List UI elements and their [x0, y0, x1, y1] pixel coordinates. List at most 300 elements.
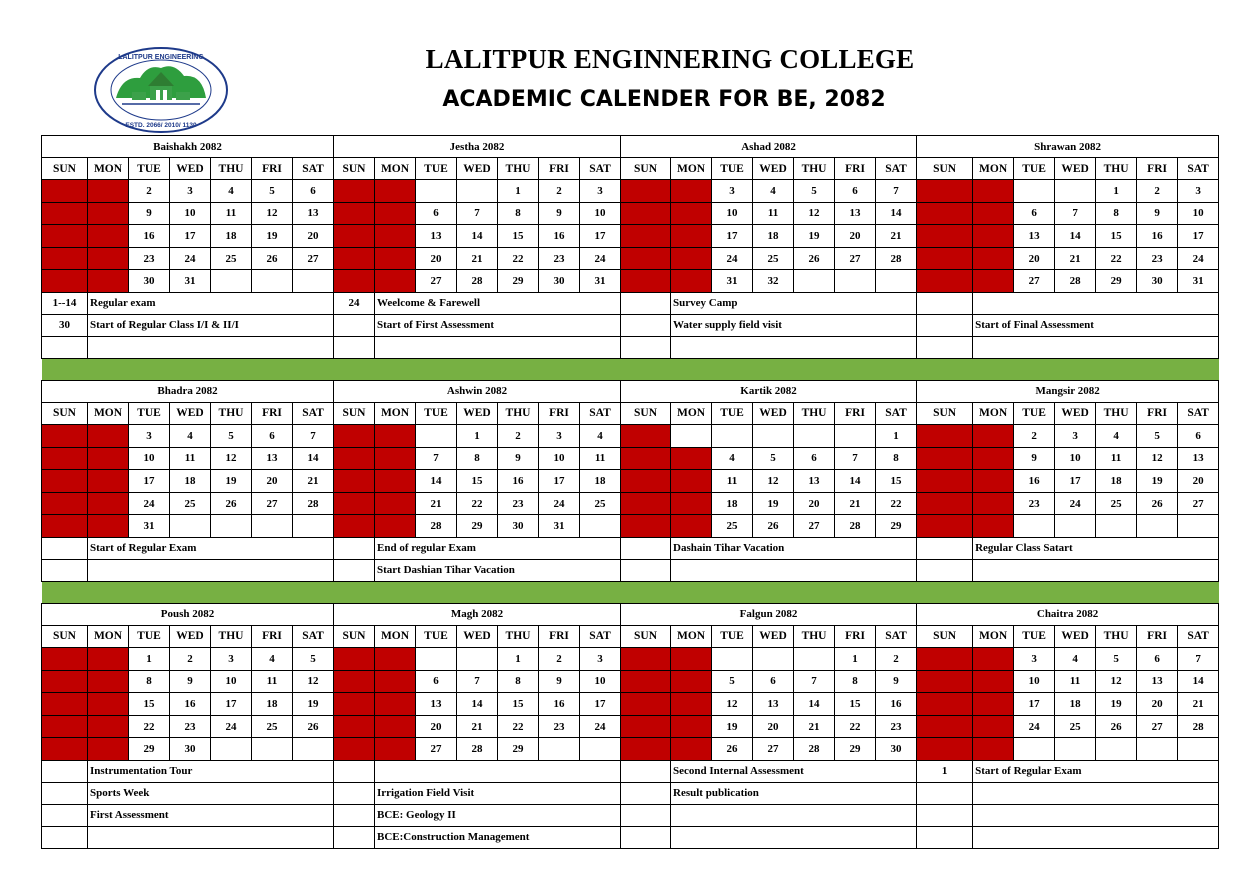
date-cell: 31 — [712, 270, 753, 293]
event-date — [917, 559, 973, 581]
holiday-date-cell: 30 — [973, 738, 1014, 761]
month-name: Falgun 2082 — [621, 603, 917, 625]
holiday-date-cell: 24 — [671, 515, 712, 538]
holiday-date-cell: 29 — [88, 270, 129, 293]
event-date — [42, 804, 88, 826]
date-cell: 17 — [1055, 470, 1096, 493]
event-description: Result publication — [671, 782, 917, 804]
svg-text:ESTD. 2066/ 2010/ 1130: ESTD. 2066/ 2010/ 1130 — [125, 122, 197, 129]
date-cell: 4 — [211, 180, 252, 203]
weekday-header: THU — [794, 402, 835, 424]
weekday-header: SAT — [1178, 625, 1219, 647]
date-cell: 5 — [1137, 424, 1178, 447]
weekday-header: SUN — [917, 625, 973, 647]
date-cell: 18 — [1096, 470, 1137, 493]
weekday-header: SAT — [580, 625, 621, 647]
weekday-header: WED — [753, 402, 794, 424]
holiday-date-cell: 22 — [917, 715, 973, 738]
weekday-header: SUN — [621, 402, 671, 424]
date-cell: 9 — [876, 670, 917, 693]
weekday-header: SAT — [1178, 158, 1219, 180]
holiday-date-cell: 30 — [621, 424, 671, 447]
event-description: Sports Week — [88, 782, 334, 804]
weekday-header: SUN — [917, 402, 973, 424]
holiday-date-cell — [917, 180, 973, 203]
date-cell: 29 — [498, 270, 539, 293]
date-cell: 20 — [416, 715, 457, 738]
holiday-date-cell: 8 — [88, 202, 129, 225]
date-cell: 24 — [1014, 715, 1055, 738]
weekday-header: SAT — [293, 158, 334, 180]
date-cell: 21 — [835, 492, 876, 515]
event-date — [42, 826, 88, 848]
date-cell: 26 — [1096, 715, 1137, 738]
date-cell: 3 — [1055, 424, 1096, 447]
holiday-date-cell — [334, 424, 375, 447]
date-cell — [1178, 515, 1219, 538]
holiday-date-cell: 26 — [334, 515, 375, 538]
date-cell: 2 — [539, 647, 580, 670]
date-cell: 9 — [129, 202, 170, 225]
date-cell: 3 — [580, 180, 621, 203]
date-cell: 6 — [416, 670, 457, 693]
event-date — [917, 314, 973, 336]
event-date: 24 — [334, 292, 375, 314]
date-cell: 26 — [252, 247, 293, 270]
date-cell: 11 — [712, 470, 753, 493]
event-date: 30 — [42, 314, 88, 336]
date-cell: 27 — [416, 270, 457, 293]
event-description — [671, 804, 917, 826]
event-date — [917, 292, 973, 314]
holiday-date-cell: 22 — [42, 492, 88, 515]
date-cell: 24 — [580, 247, 621, 270]
date-cell: 1 — [498, 647, 539, 670]
holiday-date-cell: 15 — [917, 693, 973, 716]
holiday-date-cell: 12 — [973, 225, 1014, 248]
date-cell: 3 — [1014, 647, 1055, 670]
holiday-date-cell: 14 — [42, 225, 88, 248]
holiday-date-cell: 20 — [375, 492, 416, 515]
date-cell: 19 — [293, 693, 334, 716]
weekday-header: TUE — [416, 625, 457, 647]
date-cell: 24 — [1055, 492, 1096, 515]
date-cell: 20 — [1014, 247, 1055, 270]
date-cell: 20 — [1137, 693, 1178, 716]
holiday-date-cell: 25 — [334, 270, 375, 293]
date-cell: 26 — [293, 715, 334, 738]
event-description — [671, 559, 917, 581]
event-description: Weelcome & Farewell — [375, 292, 621, 314]
date-cell: 4 — [1055, 647, 1096, 670]
date-cell: 2 — [170, 647, 211, 670]
event-date — [334, 782, 375, 804]
holiday-date-cell: 16 — [671, 225, 712, 248]
date-cell: 11 — [211, 202, 252, 225]
date-cell: 7 — [835, 447, 876, 470]
event-description — [671, 826, 917, 848]
date-cell: 8 — [1096, 202, 1137, 225]
date-cell: 15 — [835, 693, 876, 716]
date-cell: 32 — [753, 270, 794, 293]
event-description: First Assessment — [88, 804, 334, 826]
date-cell: 26 — [211, 492, 252, 515]
holiday-date-cell: 19 — [375, 715, 416, 738]
holiday-date-cell: 15 — [973, 470, 1014, 493]
weekday-header: MON — [671, 625, 712, 647]
date-cell: 2 — [1137, 180, 1178, 203]
event-date — [621, 782, 671, 804]
date-cell: 10 — [170, 202, 211, 225]
weekday-header: MON — [375, 158, 416, 180]
date-cell: 28 — [293, 492, 334, 515]
date-cell: 22 — [498, 247, 539, 270]
date-cell: 18 — [252, 693, 293, 716]
date-cell: 3 — [129, 424, 170, 447]
date-cell: 29 — [835, 738, 876, 761]
date-cell — [416, 180, 457, 203]
event-date — [621, 826, 671, 848]
date-cell: 30 — [876, 738, 917, 761]
date-cell: 5 — [293, 647, 334, 670]
date-cell: 4 — [170, 424, 211, 447]
date-cell: 30 — [539, 270, 580, 293]
event-description: BCE:Construction Management — [375, 826, 621, 848]
date-cell: 21 — [457, 715, 498, 738]
event-date — [42, 336, 88, 358]
holiday-date-cell — [42, 647, 88, 670]
weekday-header: FRI — [539, 625, 580, 647]
holiday-date-cell — [375, 424, 416, 447]
date-cell: 1 — [835, 647, 876, 670]
holiday-date-cell: 29 — [42, 515, 88, 538]
weekday-header: SAT — [580, 158, 621, 180]
date-cell: 9 — [539, 202, 580, 225]
holiday-date-cell: 19 — [334, 492, 375, 515]
date-cell: 21 — [416, 492, 457, 515]
date-cell — [1014, 738, 1055, 761]
date-cell: 24 — [170, 247, 211, 270]
date-cell: 6 — [1137, 647, 1178, 670]
date-cell: 13 — [416, 225, 457, 248]
date-cell: 6 — [1178, 424, 1219, 447]
event-description: Start of Regular Exam — [88, 537, 334, 559]
holiday-date-cell: 11 — [334, 225, 375, 248]
weekday-header: THU — [794, 625, 835, 647]
date-cell: 25 — [753, 247, 794, 270]
date-cell: 9 — [1014, 447, 1055, 470]
holiday-date-cell: 8 — [621, 202, 671, 225]
holiday-date-cell: 11 — [334, 693, 375, 716]
holiday-date-cell: 26 — [973, 270, 1014, 293]
date-cell: 9 — [170, 670, 211, 693]
date-cell: 13 — [835, 202, 876, 225]
holiday-date-cell: 24 — [621, 738, 671, 761]
holiday-date-cell: 9 — [621, 470, 671, 493]
month-name: Chaitra 2082 — [917, 603, 1219, 625]
date-cell: 27 — [293, 247, 334, 270]
date-cell: 11 — [1055, 670, 1096, 693]
event-date: 1--14 — [42, 292, 88, 314]
date-cell: 24 — [211, 715, 252, 738]
date-cell — [539, 738, 580, 761]
date-cell: 13 — [1178, 447, 1219, 470]
date-cell: 21 — [293, 470, 334, 493]
weekday-header: THU — [1096, 402, 1137, 424]
date-cell: 7 — [876, 180, 917, 203]
event-date — [334, 336, 375, 358]
date-cell: 23 — [539, 715, 580, 738]
holiday-date-cell: 15 — [42, 470, 88, 493]
date-cell: 10 — [580, 202, 621, 225]
date-cell: 14 — [835, 470, 876, 493]
event-description — [973, 292, 1219, 314]
date-cell: 20 — [416, 247, 457, 270]
weekday-header: FRI — [835, 625, 876, 647]
holiday-date-cell — [621, 647, 671, 670]
date-cell: 26 — [794, 247, 835, 270]
date-cell: 7 — [457, 670, 498, 693]
event-description: Start of Regular Class I/I & II/I — [88, 314, 334, 336]
weekday-header: WED — [170, 402, 211, 424]
event-date — [621, 537, 671, 559]
holiday-date-cell: 11 — [671, 693, 712, 716]
date-cell: 26 — [1137, 492, 1178, 515]
date-cell: 29 — [1096, 270, 1137, 293]
date-cell: 5 — [794, 180, 835, 203]
holiday-date-cell: 3 — [671, 447, 712, 470]
date-cell: 18 — [753, 225, 794, 248]
date-cell: 15 — [457, 470, 498, 493]
date-cell: 21 — [876, 225, 917, 248]
date-cell — [293, 738, 334, 761]
date-cell: 30 — [170, 738, 211, 761]
event-description: Irrigation Field Visit — [375, 782, 621, 804]
month-name: Magh 2082 — [334, 603, 621, 625]
weekday-header: MON — [671, 158, 712, 180]
date-cell: 16 — [170, 693, 211, 716]
weekday-header: THU — [211, 402, 252, 424]
holiday-date-cell: 11 — [917, 225, 973, 248]
date-cell: 20 — [252, 470, 293, 493]
date-cell — [457, 647, 498, 670]
month-name: Poush 2082 — [42, 603, 334, 625]
date-cell: 21 — [794, 715, 835, 738]
date-cell: 29 — [457, 515, 498, 538]
date-cell: 27 — [1178, 492, 1219, 515]
date-cell: 27 — [1014, 270, 1055, 293]
date-cell: 3 — [712, 180, 753, 203]
date-cell: 13 — [293, 202, 334, 225]
holiday-date-cell: 16 — [88, 470, 129, 493]
section-separator — [42, 581, 1219, 603]
date-cell: 16 — [1137, 225, 1178, 248]
weekday-header: WED — [170, 625, 211, 647]
holiday-date-cell — [671, 647, 712, 670]
date-cell — [1055, 515, 1096, 538]
holiday-date-cell: 12 — [375, 225, 416, 248]
date-cell: 20 — [794, 492, 835, 515]
event-description: Dashain Tihar Vacation — [671, 537, 917, 559]
date-cell: 23 — [876, 715, 917, 738]
event-description — [973, 782, 1219, 804]
date-cell: 16 — [876, 693, 917, 716]
weekday-header: THU — [1096, 158, 1137, 180]
date-cell: 19 — [1096, 693, 1137, 716]
date-cell: 1 — [1096, 180, 1137, 203]
event-description — [88, 826, 334, 848]
date-cell: 25 — [252, 715, 293, 738]
date-cell: 17 — [712, 225, 753, 248]
date-cell — [1096, 738, 1137, 761]
holiday-date-cell: 18 — [917, 247, 973, 270]
month-name: Shrawan 2082 — [917, 136, 1219, 158]
date-cell: 21 — [457, 247, 498, 270]
weekday-header: SUN — [42, 402, 88, 424]
date-cell: 7 — [794, 670, 835, 693]
holiday-date-cell: 3 — [621, 670, 671, 693]
weekday-header: WED — [1055, 402, 1096, 424]
date-cell: 23 — [539, 247, 580, 270]
holiday-date-cell: 13 — [375, 470, 416, 493]
event-description: Survey Camp — [671, 292, 917, 314]
weekday-header: FRI — [539, 158, 580, 180]
date-cell: 16 — [498, 470, 539, 493]
date-cell: 14 — [457, 225, 498, 248]
weekday-header: WED — [457, 402, 498, 424]
academic-calendar-table — [41, 135, 1219, 849]
weekday-header: SUN — [334, 402, 375, 424]
month-name: Ashwin 2082 — [334, 380, 621, 402]
date-cell — [1178, 738, 1219, 761]
weekday-header: SAT — [293, 625, 334, 647]
date-cell — [671, 424, 712, 447]
holiday-date-cell: 21 — [42, 247, 88, 270]
weekday-header: WED — [457, 158, 498, 180]
date-cell: 2 — [876, 647, 917, 670]
event-description: Regular exam — [88, 292, 334, 314]
holiday-date-cell: 9 — [973, 670, 1014, 693]
holiday-date-cell: 4 — [334, 202, 375, 225]
date-cell: 16 — [1014, 470, 1055, 493]
holiday-date-cell: 21 — [88, 715, 129, 738]
weekday-header: SAT — [1178, 402, 1219, 424]
event-date — [917, 336, 973, 358]
event-description: Start Dashian Tihar Vacation — [375, 559, 621, 581]
date-cell: 15 — [498, 225, 539, 248]
holiday-date-cell: 5 — [375, 670, 416, 693]
date-cell: 28 — [835, 515, 876, 538]
holiday-date-cell: 27 — [42, 738, 88, 761]
date-cell — [211, 270, 252, 293]
event-description: BCE: Geology II — [375, 804, 621, 826]
holiday-date-cell: 6 — [375, 447, 416, 470]
holiday-date-cell: 15 — [621, 225, 671, 248]
weekday-header: MON — [973, 158, 1014, 180]
event-description: Start of Regular Exam — [973, 760, 1219, 782]
holiday-date-cell: 1 — [88, 180, 129, 203]
date-cell: 19 — [211, 470, 252, 493]
date-cell: 6 — [1014, 202, 1055, 225]
date-cell: 19 — [794, 225, 835, 248]
weekday-header: MON — [973, 402, 1014, 424]
weekday-header: TUE — [416, 158, 457, 180]
holiday-date-cell: 9 — [671, 202, 712, 225]
date-cell: 8 — [835, 670, 876, 693]
date-cell: 23 — [1137, 247, 1178, 270]
date-cell: 12 — [753, 470, 794, 493]
date-cell: 11 — [580, 447, 621, 470]
weekday-header: TUE — [1014, 402, 1055, 424]
date-cell: 17 — [1014, 693, 1055, 716]
date-cell: 3 — [211, 647, 252, 670]
date-cell: 6 — [252, 424, 293, 447]
date-cell: 10 — [1178, 202, 1219, 225]
weekday-header: MON — [973, 625, 1014, 647]
date-cell: 28 — [457, 270, 498, 293]
date-cell — [835, 424, 876, 447]
event-date — [621, 804, 671, 826]
weekday-header: TUE — [416, 402, 457, 424]
date-cell: 23 — [498, 492, 539, 515]
date-cell: 16 — [539, 225, 580, 248]
date-cell: 6 — [835, 180, 876, 203]
date-cell: 5 — [252, 180, 293, 203]
event-date — [334, 537, 375, 559]
date-cell: 30 — [1137, 270, 1178, 293]
date-cell: 25 — [170, 492, 211, 515]
date-cell — [794, 424, 835, 447]
date-cell — [252, 738, 293, 761]
date-cell: 20 — [1178, 470, 1219, 493]
holiday-date-cell: 25 — [334, 738, 375, 761]
holiday-date-cell: 7 — [88, 670, 129, 693]
event-date — [42, 782, 88, 804]
holiday-date-cell: 20 — [42, 715, 88, 738]
holiday-date-cell: 17 — [671, 492, 712, 515]
event-date — [334, 314, 375, 336]
holiday-date-cell: 18 — [671, 715, 712, 738]
event-date — [621, 336, 671, 358]
weekday-header: FRI — [252, 158, 293, 180]
date-cell: 3 — [1178, 180, 1219, 203]
event-date — [334, 760, 375, 782]
event-date — [917, 782, 973, 804]
event-description: Regular Class Satart — [973, 537, 1219, 559]
date-cell: 31 — [580, 270, 621, 293]
holiday-date-cell: 5 — [334, 447, 375, 470]
date-cell: 12 — [211, 447, 252, 470]
event-description: Second Internal Assessment — [671, 760, 917, 782]
weekday-header: TUE — [129, 625, 170, 647]
holiday-date-cell: 28 — [88, 738, 129, 761]
event-date — [621, 559, 671, 581]
holiday-date-cell: 1 — [973, 424, 1014, 447]
date-cell: 21 — [1178, 693, 1219, 716]
date-cell: 27 — [1137, 715, 1178, 738]
date-cell — [794, 647, 835, 670]
date-cell: 2 — [498, 424, 539, 447]
date-cell: 6 — [794, 447, 835, 470]
date-cell: 12 — [712, 693, 753, 716]
date-cell: 22 — [1096, 247, 1137, 270]
page-title: LALITPUR ENGINNERING COLLEGE — [425, 44, 915, 74]
holiday-date-cell — [973, 180, 1014, 203]
holiday-date-cell: 2 — [88, 424, 129, 447]
date-cell: 12 — [293, 670, 334, 693]
holiday-date-cell: 28 — [917, 515, 973, 538]
holiday-date-cell: 21 — [917, 492, 973, 515]
